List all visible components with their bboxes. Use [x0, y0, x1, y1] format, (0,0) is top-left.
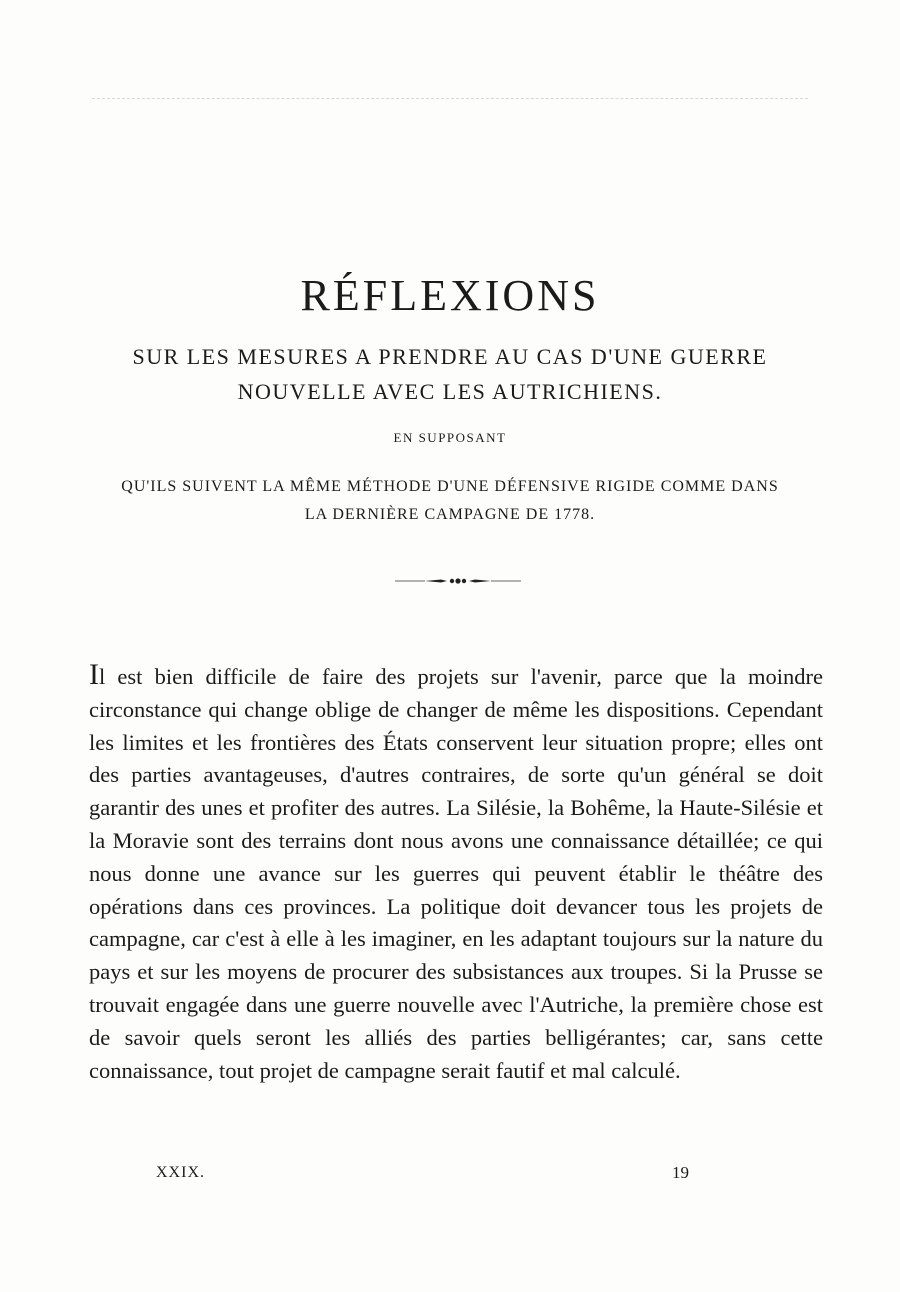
body-paragraph: [89, 660, 823, 1087]
top-rule: [92, 98, 808, 99]
clause-line-1: QU'ILS SUIVENT LA MÊME MÉTHODE D'UNE DÉFENSIVE RIGIDE COMME DANS: [121, 478, 779, 495]
drop-cap: I: [89, 658, 99, 691]
signature-mark: XXIX.: [156, 1164, 205, 1181]
fleuron-divider-icon: [395, 575, 521, 587]
body-text: l est bien difficile de faire des projets sur l'avenir, parce que la moindre circonstance qui change oblige de changer de même les dispositions. Cependant les limites et les frontières des États conservent leur situation propre; elles ont des parties avantageuses, d'autres contraires, de sorte qu'un général se doit garantir des unes et profiter des autres. La Silésie, la Bohême, la Haute-Silésie et la Moravie sont des terrains dont nous avons une connaissance détaillée; ce qui nous donne une avance sur les guerres qui peuvent établir le théâtre des opérations dans ces provinces. La politique doit devancer tous les projets de campagne, car c'est à elle à les imaginer, en les adaptant toujours sur la nature du pays et sur les moyens de procurer des subsistances aux troupes. Si la Prusse se trouvait engagée dans une guerre nouvelle avec l'Autriche, la première chose est de savoir quels seront les alliés des parties belligérantes; car, sans cette connaissance, tout projet de campagne serait fautif et mal calculé.: [89, 664, 823, 1083]
subtitle-line-1: SUR LES MESURES A PRENDRE AU CAS D'UNE GUERRE: [132, 344, 768, 369]
supposant-heading: EN SUPPOSANT: [393, 430, 507, 445]
page-number: 19: [672, 1163, 689, 1182]
subtitle-line-2: NOUVELLE AVEC LES AUTRICHIENS.: [237, 379, 663, 404]
clause-line-2: LA DERNIÈRE CAMPAGNE DE 1778.: [304, 506, 596, 523]
page-title: RÉFLEXIONS: [300, 271, 600, 320]
